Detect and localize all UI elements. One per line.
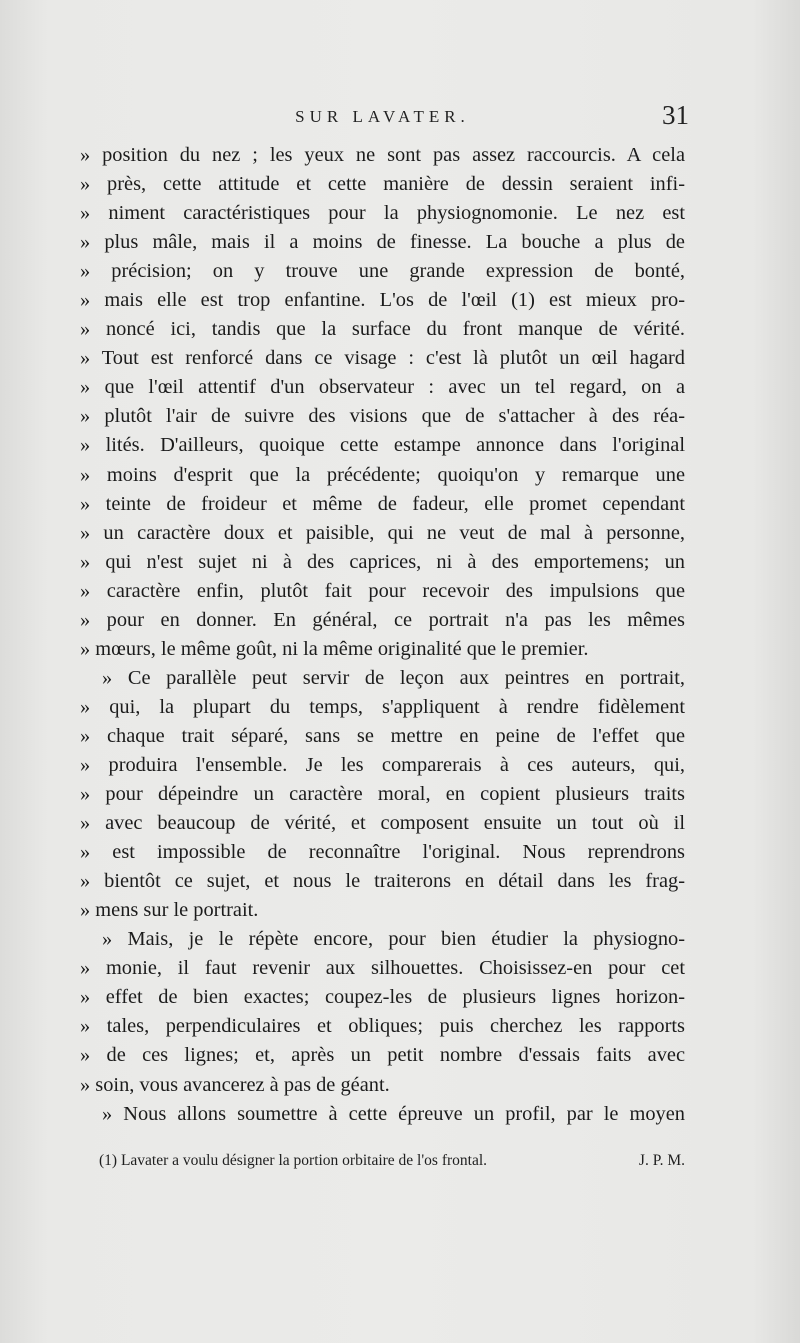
page-header <box>80 100 689 133</box>
running-head: SUR LAVATER. <box>295 107 470 126</box>
footnote <box>99 1148 685 1174</box>
text-line: » plutôt l'air de suivre des visions que de s'attacher à des réa- <box>80 405 685 428</box>
text-line: » Nous allons soumettre à cette épreuve un profil, par le moyen <box>102 1102 685 1125</box>
text-line: » mens sur le portrait. <box>80 899 259 922</box>
text-line: » moins d'esprit que la précédente; quoiqu'on y remarque une <box>80 463 685 486</box>
text-line: » Mais, je le répète encore, pour bien étudier la physiogno- <box>102 928 685 951</box>
text-line: » chaque trait séparé, sans se mettre en peine de l'effet que <box>80 724 685 747</box>
text-line: » lités. D'ailleurs, quoique cette estampe annonce dans l'original <box>80 434 685 457</box>
text-line: » un caractère doux et paisible, qui ne veut de mal à personne, <box>80 521 685 544</box>
text-line: » que l'œil attentif d'un observateur : avec un tel regard, on a <box>80 376 685 399</box>
text-line: » mais elle est trop enfantine. L'os de l'œil (1) est mieux pro- <box>80 289 685 312</box>
text-line: » qui n'est sujet ni à des caprices, ni à des emportemens; un <box>80 550 685 573</box>
text-line: » qui, la plupart du temps, s'appliquent à rendre fidèlement <box>80 695 685 718</box>
text-line: » tales, perpendiculaires et obliques; puis cherchez les rapports <box>80 1015 685 1038</box>
text-line: » pour dépeindre un caractère moral, en copient plusieurs traits <box>80 783 685 806</box>
text-line: » effet de bien exactes; coupez-les de plusieurs lignes horizon- <box>80 986 685 1009</box>
text-line: » avec beaucoup de vérité, et composent ensuite un tout où il <box>80 812 685 835</box>
text-line: » noncé ici, tandis que la surface du front manque de vérité. <box>80 318 685 341</box>
page-number: 31 <box>662 100 689 130</box>
footnote-signature: J. P. M. <box>638 1152 685 1169</box>
text-line: » Tout est renforcé dans ce visage : c'est là plutôt un œil hagard <box>80 347 685 370</box>
text-line: » Ce parallèle peut servir de leçon aux peintres en portrait, <box>102 666 685 689</box>
text-line: » pour en donner. En général, ce portrait n'a pas les mêmes <box>80 608 685 631</box>
body-text <box>80 141 685 1129</box>
text-line: » précision; on y trouve une grande expression de bonté, <box>80 260 685 283</box>
text-line: » niment caractéristiques pour la physiognomonie. Le nez est <box>80 202 685 225</box>
text-line: » de ces lignes; et, après un petit nombre d'essais faits avec <box>80 1044 685 1067</box>
text-line: » produira l'ensemble. Je les comparerais à ces auteurs, qui, <box>80 753 685 776</box>
text-line: » est impossible de reconnaître l'original. Nous reprendrons <box>80 841 685 864</box>
text-line: » près, cette attitude et cette manière de dessin seraient infi- <box>80 173 685 196</box>
text-line: » caractère enfin, plutôt fait pour recevoir des impulsions que <box>80 579 685 602</box>
text-line: » bientôt ce sujet, et nous le traiterons en détail dans les frag- <box>80 870 685 893</box>
footnote-text: (1) Lavater a voulu désigner la portion orbitaire de l'os frontal. <box>99 1152 488 1169</box>
text-line: » soin, vous avancerez à pas de géant. <box>80 1073 390 1096</box>
text-line: » teinte de froideur et même de fadeur, elle promet cependant <box>80 492 685 515</box>
text-line: » plus mâle, mais il a moins de finesse. La bouche a plus de <box>80 231 685 254</box>
text-line: » mœurs, le même goût, ni la même originalité que le premier. <box>80 637 589 660</box>
text-line: » monie, il faut revenir aux silhouettes. Choisissez-en pour cet <box>80 957 685 980</box>
text-line: » position du nez ; les yeux ne sont pas assez raccourcis. A cela <box>80 144 685 166</box>
